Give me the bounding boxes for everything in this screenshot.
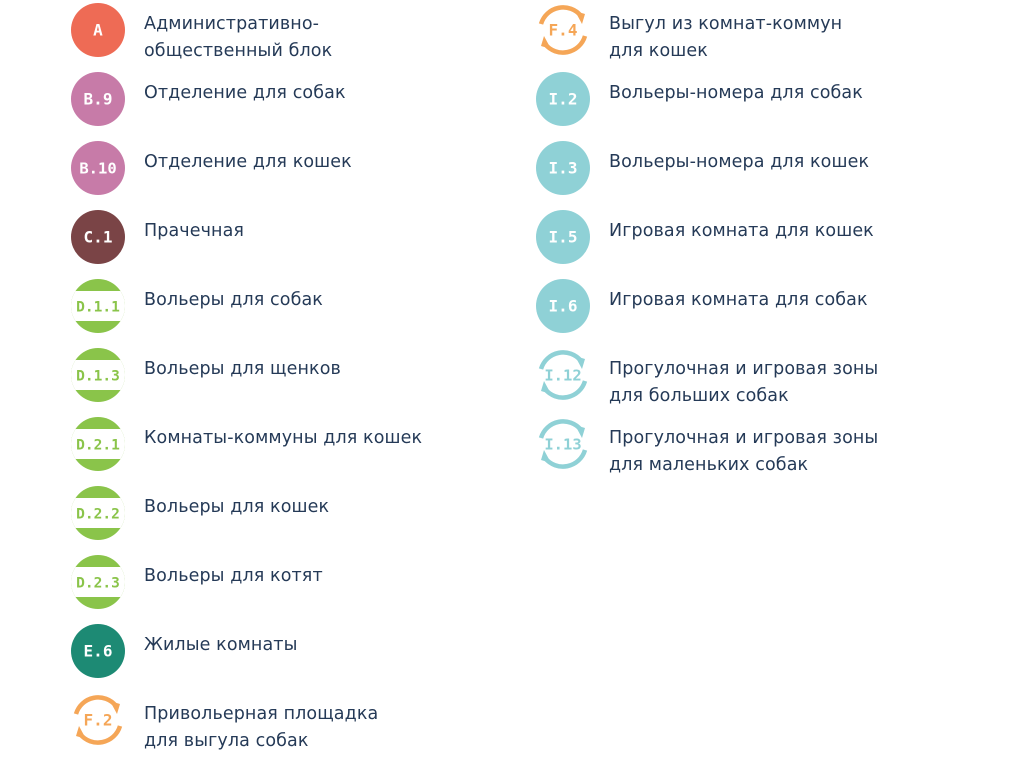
badge-code: I.3 — [548, 158, 578, 178]
zone-code-badge — [535, 278, 591, 334]
zone-code-badge — [70, 140, 126, 196]
zone-code-badge — [70, 209, 126, 265]
badge-code: E.6 — [83, 641, 113, 661]
legend-item — [535, 347, 975, 407]
zone-label: Жилые комнаты — [144, 635, 298, 655]
badge-graphic — [535, 2, 591, 58]
zone-label: Вольеры для котят — [144, 566, 323, 586]
legend-item — [535, 71, 975, 131]
badge-code: F.4 — [548, 20, 578, 40]
legend-item — [535, 2, 975, 62]
zone-code-badge — [70, 485, 126, 541]
badge-graphic — [535, 347, 591, 403]
zone-code-badge — [70, 416, 126, 472]
zone-label: Вольеры для щенков — [144, 359, 341, 379]
badge-code: D.1.1 — [76, 299, 120, 316]
zone-code-badge — [535, 209, 591, 265]
legend-item — [70, 623, 510, 683]
zone-code-badge — [70, 71, 126, 127]
zone-code-badge — [535, 416, 591, 472]
badge-graphic — [535, 71, 591, 127]
zone-label: Вольеры-номера для кошек — [609, 152, 870, 172]
zone-label: Прогулочная и игровая зоны для маленьких собак — [609, 428, 879, 475]
zone-code-badge — [535, 2, 591, 58]
badge-code: I.12 — [544, 366, 582, 385]
badge-graphic — [70, 692, 126, 748]
badge-graphic — [535, 416, 591, 472]
zone-label: Отделение для собак — [144, 83, 346, 103]
zone-code-badge — [535, 71, 591, 127]
badge-code: I.6 — [548, 296, 578, 316]
zone-label: Административно- общественный блок — [144, 14, 333, 61]
zone-label: Выгул из комнат-коммун для кошек — [609, 14, 843, 61]
badge-code: B.9 — [83, 89, 113, 109]
legend-item — [70, 416, 510, 476]
zone-label: Игровая комната для собак — [609, 290, 868, 310]
zone-label: Привольерная площадка для выгула собак — [144, 704, 379, 751]
badge-graphic — [70, 623, 126, 679]
badge-code: I.2 — [548, 89, 578, 109]
badge-graphic — [535, 278, 591, 334]
badge-code: D.2.1 — [76, 437, 120, 454]
zone-code-badge — [70, 692, 126, 748]
legend-item — [70, 278, 510, 338]
badge-graphic — [70, 347, 126, 403]
badge-code: B.10 — [79, 159, 117, 178]
legend-item — [535, 209, 975, 269]
badge-graphic — [70, 416, 126, 472]
badge-code: I.5 — [548, 227, 578, 247]
legend-item — [70, 347, 510, 407]
zone-label: Комнаты-коммуны для кошек — [144, 428, 423, 448]
badge-code: F.2 — [83, 710, 113, 730]
badge-graphic — [535, 140, 591, 196]
zone-code-badge — [70, 347, 126, 403]
badge-graphic — [70, 278, 126, 334]
legend-item — [535, 278, 975, 338]
badge-graphic — [70, 2, 126, 58]
zone-code-badge — [535, 140, 591, 196]
badge-graphic — [70, 209, 126, 265]
zone-code-badge — [70, 623, 126, 679]
badge-code: C.1 — [83, 227, 113, 247]
zone-label: Игровая комната для кошек — [609, 221, 874, 241]
badge-graphic — [70, 140, 126, 196]
badge-graphic — [70, 485, 126, 541]
zone-code-badge — [535, 347, 591, 403]
legend-item — [70, 554, 510, 614]
zone-label: Вольеры для собак — [144, 290, 323, 310]
zone-label: Прачечная — [144, 221, 245, 241]
legend-item — [70, 209, 510, 269]
zone-code-badge — [70, 2, 126, 58]
badge-code: I.13 — [544, 435, 582, 454]
badge-graphic — [70, 71, 126, 127]
legend-item — [70, 71, 510, 131]
legend-item — [70, 692, 510, 752]
badge-code: D.2.3 — [76, 575, 120, 592]
badge-graphic — [70, 554, 126, 610]
badge-graphic — [535, 209, 591, 265]
zone-label: Прогулочная и игровая зоны для больших собак — [609, 359, 879, 406]
zone-code-badge — [70, 554, 126, 610]
legend-item — [535, 140, 975, 200]
zone-label: Вольеры-номера для собак — [609, 83, 863, 103]
zone-code-badge — [70, 278, 126, 334]
badge-code: D.1.3 — [76, 368, 120, 385]
legend-item — [70, 485, 510, 545]
legend-item — [70, 140, 510, 200]
zone-label: Отделение для кошек — [144, 152, 352, 172]
zone-label: Вольеры для кошек — [144, 497, 330, 517]
legend-item — [535, 416, 975, 476]
badge-code: D.2.2 — [76, 506, 120, 523]
badge-code: A — [93, 20, 103, 40]
legend-item — [70, 2, 510, 62]
